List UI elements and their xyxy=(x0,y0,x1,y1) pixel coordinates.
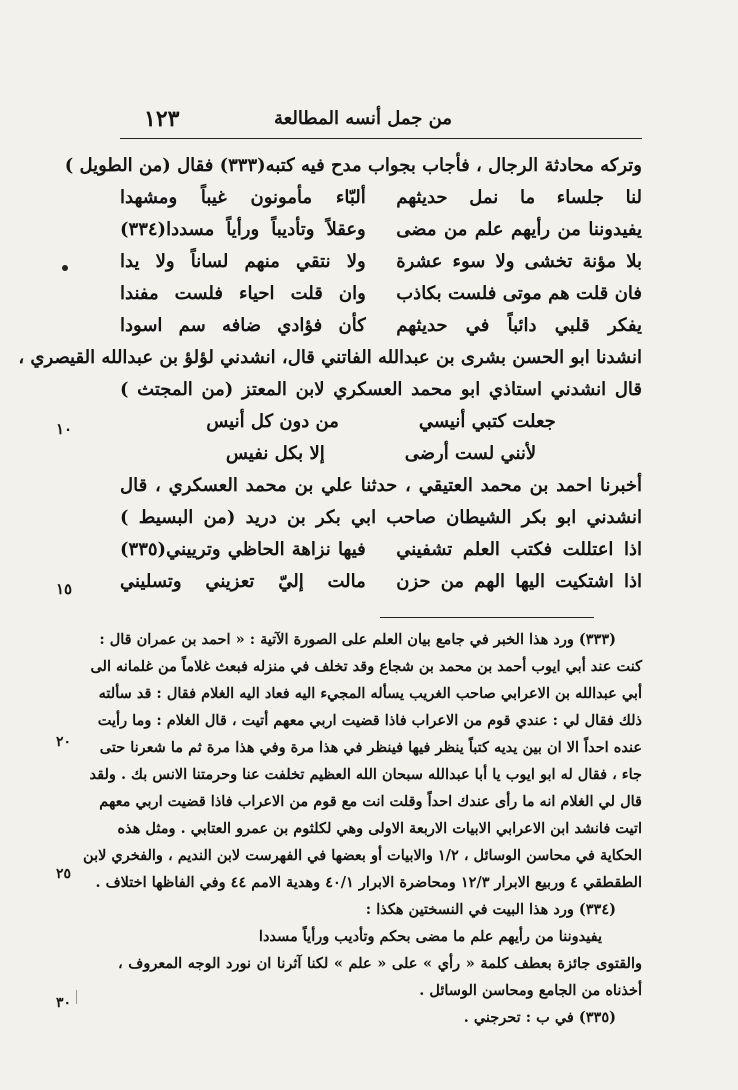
verse-second-hemistich: ألبّاء مأمونون غيباً ومشهدا xyxy=(120,187,366,208)
verse-second-hemistich: فيها نزاهة الحاظي وترييني(٣٣٥) xyxy=(120,539,366,560)
verse-first-hemistich: فان قلت هم موتى فلست بكاذب xyxy=(396,283,642,304)
page-header xyxy=(96,100,630,136)
footnote-line: الحكاية في محاسن الوسائل ، ١/٢ والابيات أو بعضها في الفهرست لابن النديم ، والفخري لابن xyxy=(83,847,642,864)
prose-line: قال انشدني استاذي ابو محمد العسكري لابن المعتز (من المجتث ) xyxy=(120,379,642,400)
page-number: ١٢٣ xyxy=(144,106,180,132)
prose-line: أخبرنا احمد بن محمد العتيقي ، حدثنا علي بن محمد العسكري ، قال xyxy=(120,475,642,496)
verse-first-hemistich: بلا مؤنة تخشى ولا سوء عشرة xyxy=(396,251,642,272)
footnote-line: عنده احداً الا ان بين يديه كتباً ينظر فيها فينظر في هذا مرة وفي هذا مرة ثم ما شعرنا حتى xyxy=(99,739,642,756)
footnote-line: أبي عبدالله بن الاعرابي صاحب الغريب يسأله المجيء اليه فعاد اليه الغلام فقال : قد سألته xyxy=(98,685,642,702)
footnote-line: اتيت فانشد ابن الاعرابي الابيات الاربعة الاولى وهي لكلثوم بن عمرو العتابي . ومثل هذه xyxy=(117,820,642,837)
verse-second-hemistich: ولا نتقي منهم لساناً ولا يدا xyxy=(120,251,366,272)
footnotes xyxy=(83,626,642,1031)
verse-second-hemistich: مالت إليّ تعزيني وتسليني xyxy=(120,571,366,592)
verse-line xyxy=(120,214,642,246)
margin-bullet xyxy=(62,265,68,271)
verse-first-hemistich: يفيدوننا من رأيهم علم من مضى xyxy=(396,219,642,240)
header-rule xyxy=(120,138,642,139)
running-title: من جمل أنسه المطالعة xyxy=(274,108,452,129)
verse-line xyxy=(120,534,642,566)
verse-line xyxy=(120,278,642,310)
verse-second-hemistich: كأن فؤادي ضافه سم اسودا xyxy=(120,315,366,336)
margin-line-number: ١٥ xyxy=(56,580,73,598)
verse-first-hemistich: جعلت كتبي أنيسي xyxy=(418,411,556,432)
margin-line-number: ٣٠ xyxy=(56,995,72,1011)
margin-line-number: ٢٠ xyxy=(56,734,72,750)
prose-line: وتركه محادثة الرجال ، فأجاب بجواب مدح فيه كتبه(٣٣٣) فقال (من الطويل ) xyxy=(64,155,642,176)
footnote-line: الطقطقي ٤ وربيع الابرار ١٢/٣ ومحاضرة الابرار ٤٠/١ وهدية الامم ٤٤ وفي الفاظها اختلاف . xyxy=(95,874,642,891)
footnote-line: يفيدوننا من رأيهم علم ما مضى بحكم وتأديب ورأياً مسددا xyxy=(258,928,602,945)
verse-second-hemistich: وان قلت احياء فلست مفندا xyxy=(120,283,366,304)
footnote-line: ذلك فقال لي : عندي قوم من الاعراب فاذا قضيت اربي معهم أتيت ، قال الغلام : وما رأيت xyxy=(97,712,642,729)
verse-line xyxy=(120,406,642,438)
verse-line xyxy=(120,566,642,598)
verse-first-hemistich: اذا اشتكيت اليها الهم من حزن xyxy=(396,571,642,592)
footnote-rule xyxy=(380,617,594,618)
verse-line xyxy=(120,310,642,342)
footnote-line: (٣٣٥) في ب : تحرجني . xyxy=(463,1009,616,1026)
prose-line: انشدنا ابو الحسن بشرى بن عبدالله الفاتني قال، انشدني لؤلؤ بن عبدالله القيصري ، xyxy=(18,347,642,368)
footnote-line: جاء ، فقال له ابو ايوب يا أبا عبدالله سبحان الله العظيم تخلفت عنا وحرمتنا الانس بك . ولقد xyxy=(89,766,642,783)
margin-line-number: ١٠ xyxy=(56,420,73,438)
verse-line xyxy=(120,246,642,278)
verse-first-hemistich: يفكر قلبي دائباً في حديثهم xyxy=(396,315,642,336)
scan-mark xyxy=(76,990,77,1004)
footnote-line: قال لي الغلام انه ما رأى عندك احداً وقلت انت مع قوم من الاعراب فاذا قضيت اربي معهم xyxy=(99,793,642,810)
prose-line: انشدني ابو بكر الشيطان صاحب ابي بكر بن دريد (من البسيط ) xyxy=(120,507,642,528)
verse-second-hemistich: إلا بكل نفيس xyxy=(225,443,325,464)
footnote-line: والقتوى جائزة بعطف كلمة « رأي » على « علم » لكنا آثرنا ان نورد الوجه المعروف ، xyxy=(118,955,642,972)
verse-line xyxy=(120,438,642,470)
verse-second-hemistich: وعقلاً وتأديباً ورأياً مسددا(٣٣٤) xyxy=(120,219,366,240)
margin-line-number: ٢٥ xyxy=(56,866,72,882)
verse-first-hemistich: لأنني لست أرضى xyxy=(404,443,537,464)
verse-second-hemistich: من دون كل أنيس xyxy=(206,411,339,432)
footnote-line: (٣٣٣) ورد هذا الخبر في جامع بيان العلم على الصورة الآتية : « احمد بن عمران قال : xyxy=(99,631,616,648)
verse-first-hemistich: اذا اعتللت فكتب العلم تشفيني xyxy=(396,539,642,560)
footnote-line: كنت عند أبي ايوب أحمد بن محمد بن شجاع وقد تخلف في منزله فبعث غلاماً من غلمانه الى xyxy=(90,658,642,675)
footnote-line: (٣٣٤) ورد هذا البيت في النسختين هكذا : xyxy=(365,901,616,918)
verse-first-hemistich: لنا جلساء ما نمل حديثهم xyxy=(396,187,642,208)
verse-line xyxy=(120,182,642,214)
footnote-line: أخذناه من الجامع ومحاسن الوسائل . xyxy=(419,982,642,999)
